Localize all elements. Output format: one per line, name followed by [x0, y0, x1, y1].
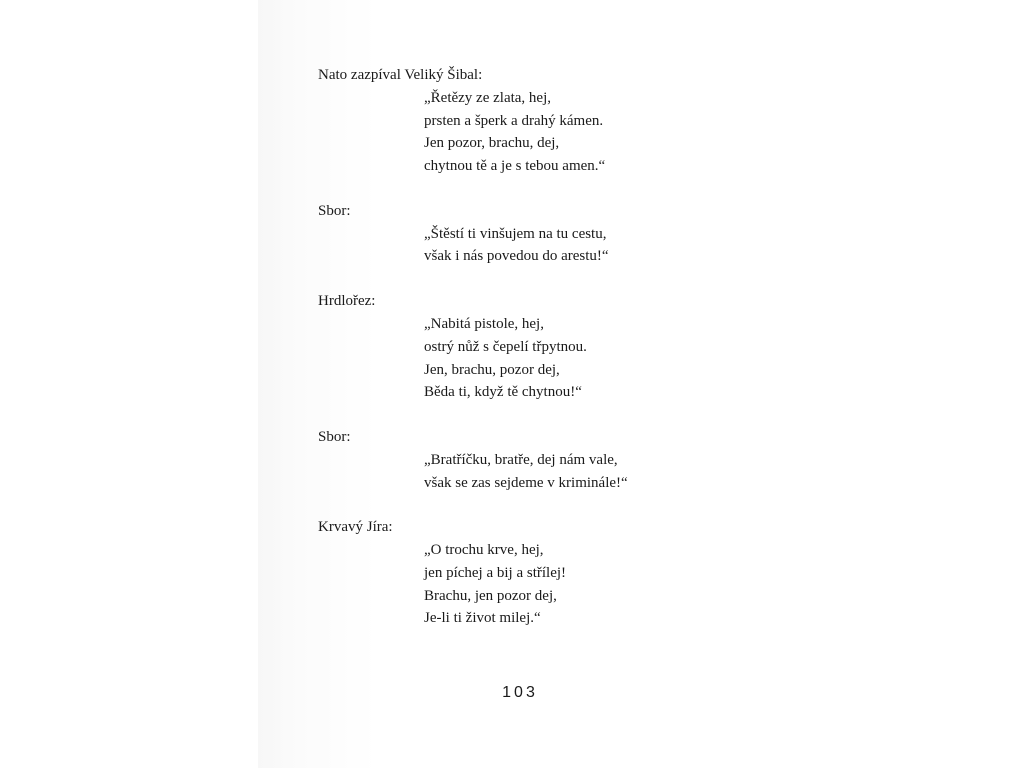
- verse-block: [318, 64, 818, 178]
- verse-line: „O trochu krve, hej,: [424, 542, 544, 559]
- verse-line: Běda ti, když tě chytnou!“: [424, 384, 582, 401]
- verse-content: [318, 64, 818, 652]
- verse-line: Jen, brachu, pozor dej,: [424, 361, 560, 378]
- verse-lines: [318, 87, 818, 178]
- speaker-label: Hrdlořez:: [318, 293, 376, 310]
- verse-block: [318, 200, 818, 268]
- verse-line: „Štěstí ti vinšujem na tu cestu,: [424, 225, 607, 242]
- verse-line: „Řetězy ze zlata, hej,: [424, 90, 552, 106]
- verse-lines: [318, 449, 818, 494]
- verse-line: Je-li ti život milej.“: [424, 610, 541, 627]
- verse-line: Brachu, jen pozor dej,: [424, 587, 557, 604]
- speaker-label: Sbor:: [318, 428, 351, 445]
- speaker-label: Sbor:: [318, 202, 351, 219]
- page-number: 103: [502, 684, 538, 701]
- verse-line: však se zas sejdeme v kriminále!“: [424, 474, 628, 491]
- verse-line: ostrý nůž s čepelí třpytnou.: [424, 338, 587, 355]
- verse-block: [318, 426, 818, 494]
- verse-block: [318, 290, 818, 404]
- verse-line: chytnou tě a je s tebou amen.“: [424, 158, 606, 175]
- verse-line: však i nás povedou do arestu!“: [424, 248, 609, 265]
- verse-block: [318, 516, 818, 630]
- verse-line: „Nabitá pistole, hej,: [424, 316, 544, 333]
- verse-line: jen píchej a bij a střílej!: [424, 564, 567, 581]
- speaker-label: Krvavý Jíra:: [318, 519, 393, 536]
- verse-lines: [318, 313, 818, 404]
- verse-line: Jen pozor, brachu, dej,: [424, 135, 560, 152]
- verse-line: „Bratříčku, bratře, dej nám vale,: [424, 451, 618, 468]
- verse-lines: [318, 539, 818, 630]
- speaker-label: Nato zazpíval Veliký Šibal:: [318, 67, 483, 83]
- verse-line: prsten a šperk a drahý kámen.: [424, 112, 604, 129]
- verse-lines: [318, 223, 818, 268]
